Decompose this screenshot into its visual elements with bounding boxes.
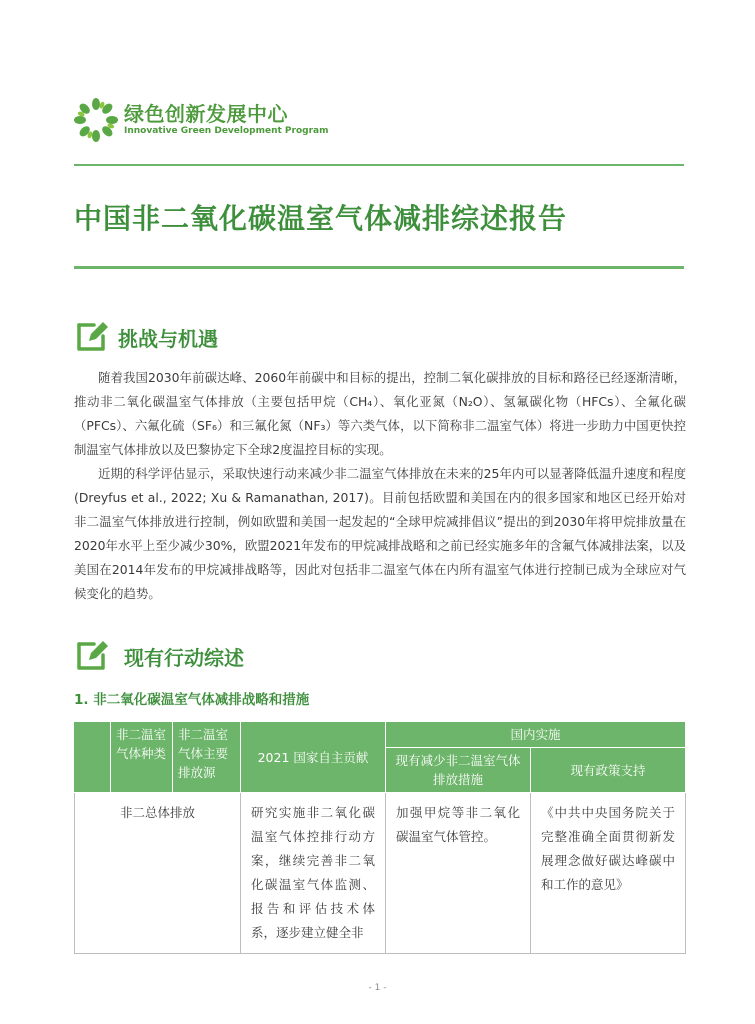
table-header-domestic: 国内实施	[386, 722, 686, 748]
section-heading-challenges	[74, 318, 684, 358]
org-name-cn: 绿色创新发展中心	[124, 102, 288, 126]
edit-icon	[74, 637, 110, 673]
paragraph: 近期的科学评估显示，采取快速行动来减少非二温室气体排放在未来的25年内可以显著降低温升速度和程度(Dreyfus et al., 2022; Xu & Ramanathan, 2017)。目前包括欧盟和美国在内的很多国家和地区已经开始对非二温室气体排放进行控制，例如欧盟和美国一起发起的“全球甲烷减排倡议”提出的到2030年将甲烷排放量在2020年水平上至少减少30%，欧盟2021年发布的甲烷减排战略和之前已经实施多年的含氟气体减排法案，以及美国在2014年发布的甲烷减排战略等，因此对包括非二温室气体在内所有温室气体进行控制已成为全球应对气候变化的趋势。	[74, 466, 686, 601]
section-title: 挑战与机遇	[118, 327, 218, 351]
table-header-measures: 现有减少非二温室气体排放措施	[386, 748, 531, 793]
edit-icon	[74, 318, 110, 354]
subsection-title: 1. 非二氧化碳温室气体减排战略和措施	[74, 692, 310, 708]
section-title: 现有行动综述	[124, 646, 244, 670]
header-divider	[74, 164, 684, 166]
strategy-table	[74, 721, 686, 954]
org-name-en: Innovative Green Development Program	[124, 126, 329, 136]
page-number: - 1 -	[368, 983, 387, 993]
title-divider	[74, 266, 684, 269]
section-heading-actions	[74, 637, 684, 677]
leaf-ring-logo-icon	[74, 98, 118, 142]
table-header-main-source: 非二温室气体主要排放源	[173, 722, 241, 793]
table-cell-category: 非二总体排放	[75, 793, 241, 954]
table-header-gas-type: 非二温室气体种类	[111, 722, 173, 793]
table-header-ndc: 2021 国家自主贡献	[241, 722, 386, 793]
table-cell-ndc: 研究实施非二氧化碳温室气体控排行动方案，继续完善非二氧化碳温室气体监测、报告和评估技术体系，逐步建立健全非	[241, 793, 386, 954]
document-title: 中国非二氧化碳温室气体减排综述报告	[74, 202, 568, 235]
paragraph: 随着我国2030年前碳达峰、2060年前碳中和目标的提出，控制二氧化碳排放的目标和路径已经逐渐清晰，推动非二氧化碳温室气体排放（主要包括甲烷（CH₄）、氧化亚氮（N₂O）、氢氟碳化物（HFCs）、全氟化碳（PFCs）、六氟化硫（SF₆）和三氟化氮（NF₃）等六类气体，以下简称非二温室气体）将进一步助力中国更快控制温室气体排放以及巴黎协定下全球2度温控目标的实现。	[74, 370, 686, 457]
table-row	[75, 793, 686, 954]
table-cell-measures: 加强甲烷等非二氧化碳温室气体管控。	[386, 793, 531, 954]
org-logo	[74, 96, 374, 146]
table-cell-policy: 《中共中央国务院关于完整准确全面贯彻新发展理念做好碳达峰碳中和工作的意见》	[531, 793, 686, 954]
table-header-policy: 现有政策支持	[531, 748, 686, 793]
table-header-blank	[75, 722, 111, 793]
